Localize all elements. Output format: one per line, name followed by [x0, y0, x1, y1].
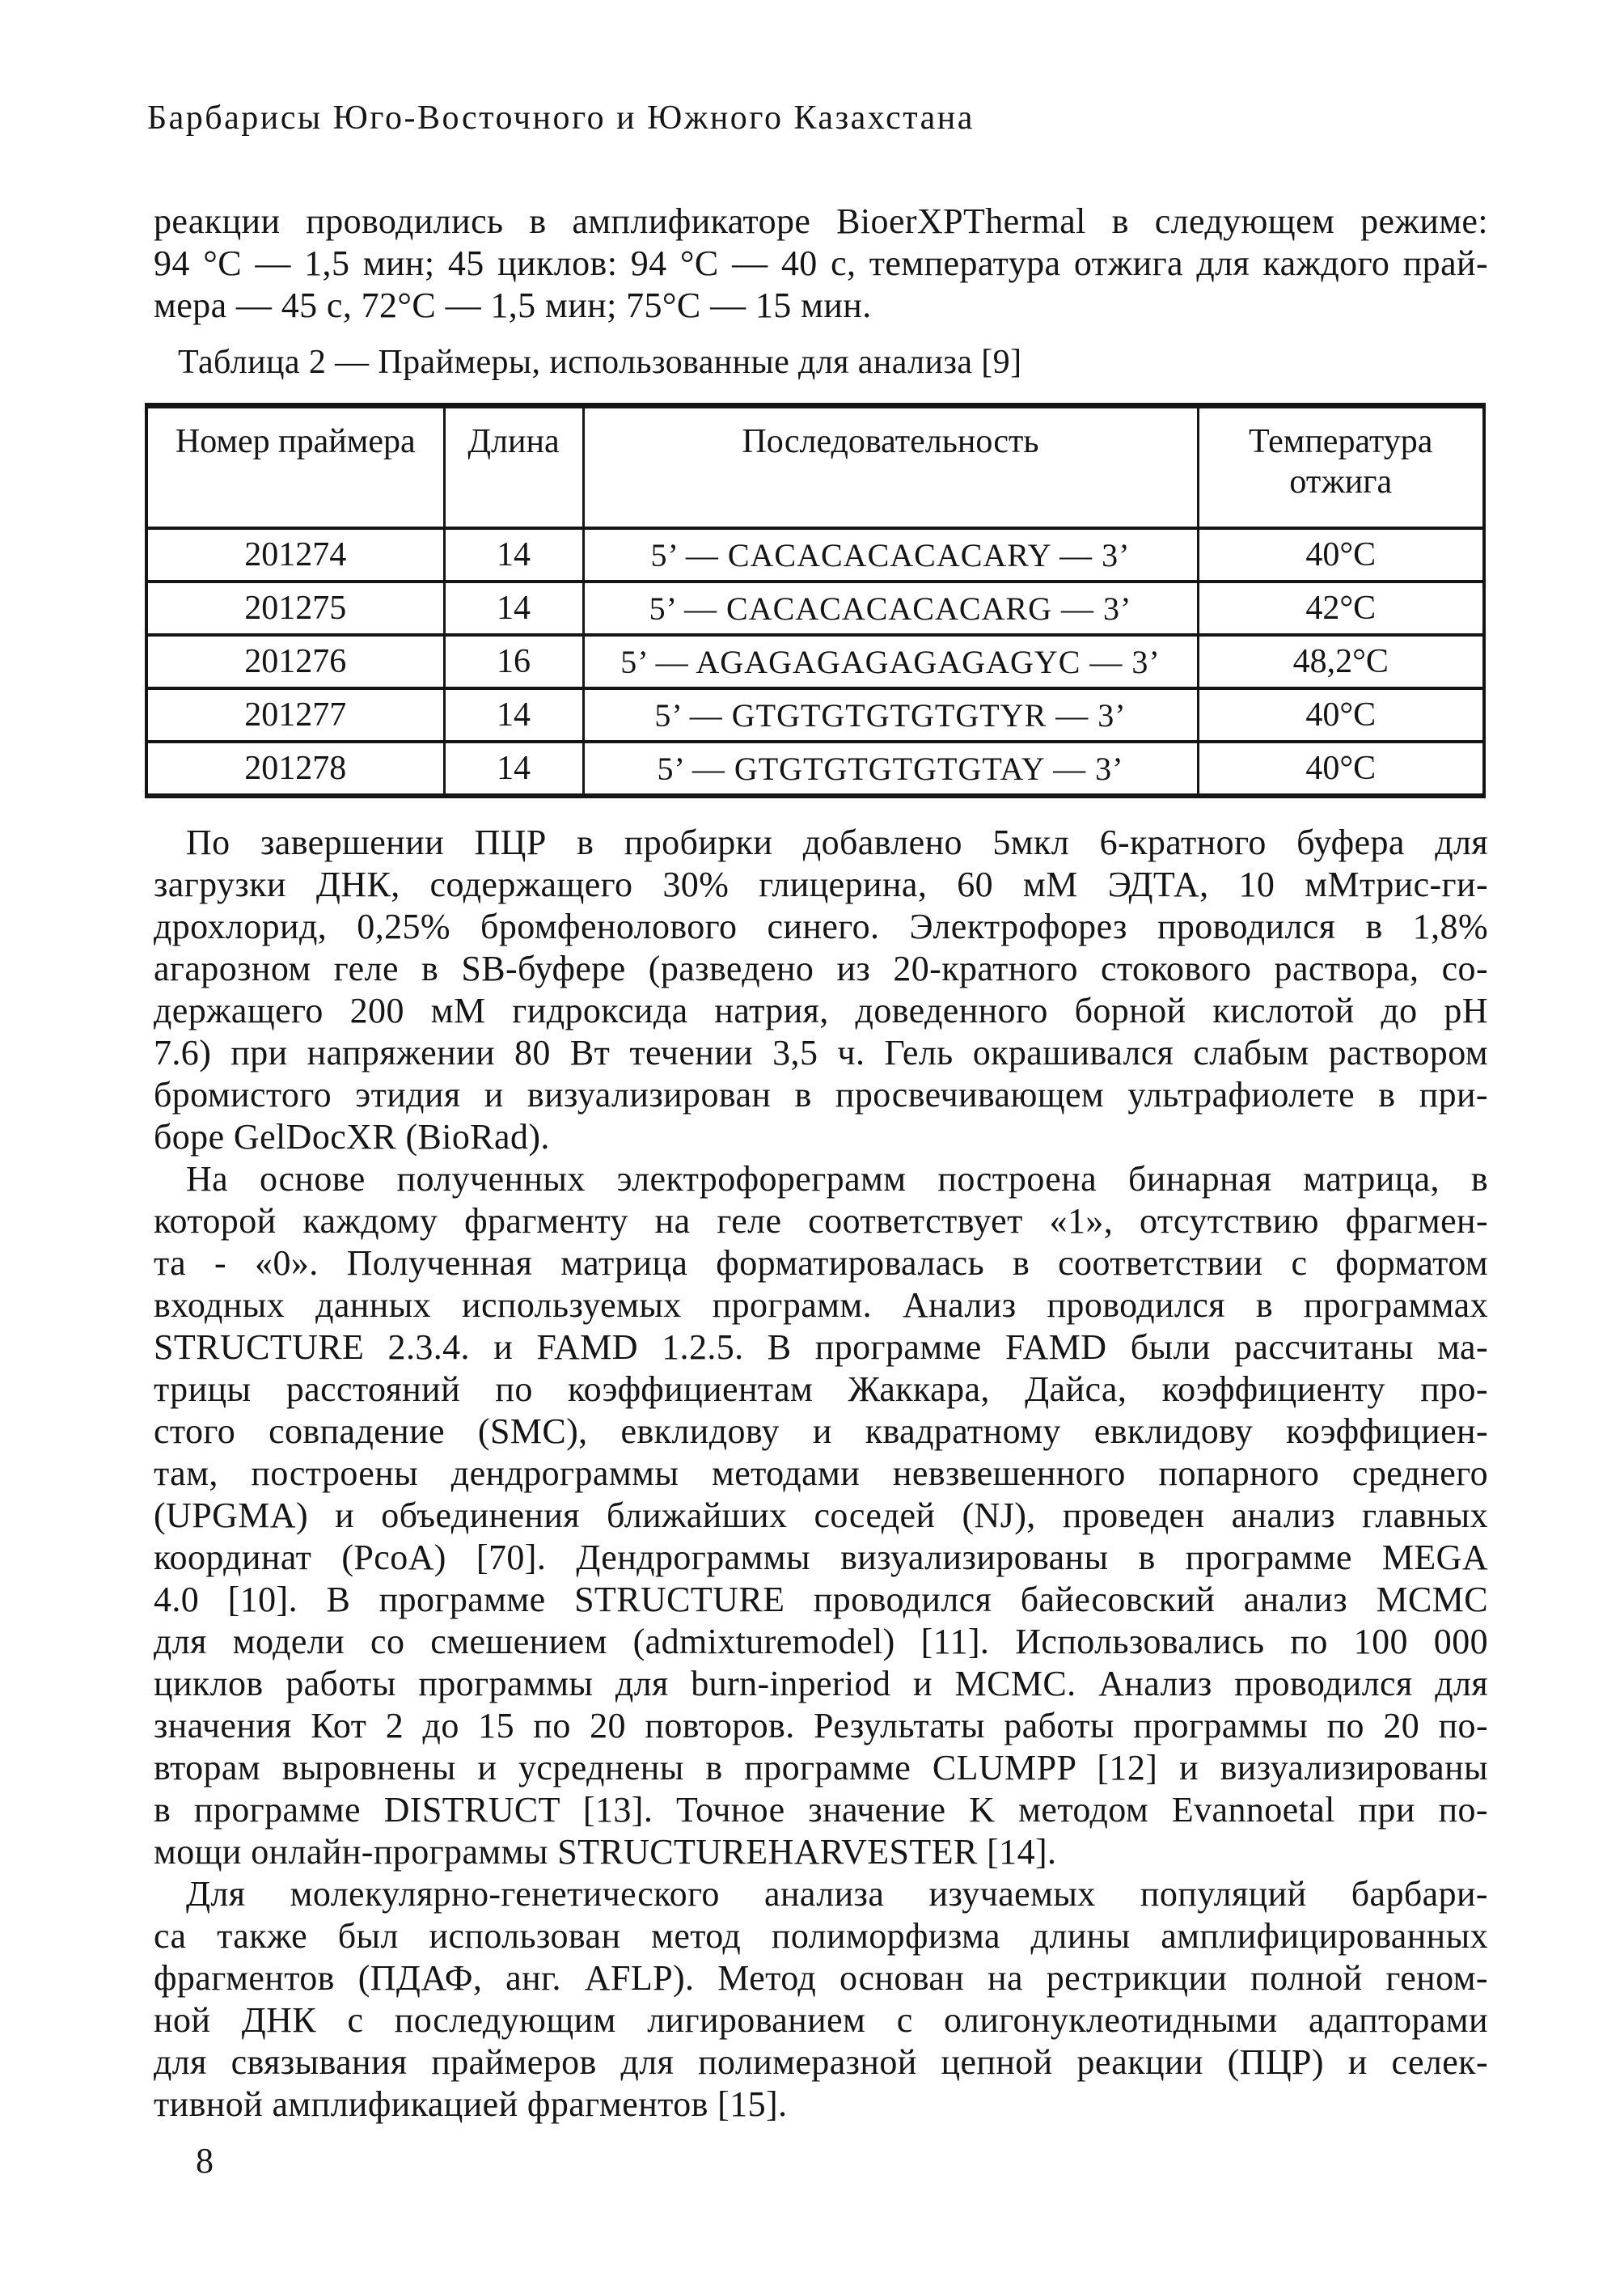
table-row — [146, 528, 1484, 582]
paragraph-line: бромистого этидия и визуализирован в просвечивающем ультрафиолете в при- — [154, 1075, 1488, 1115]
table-cell: 14 — [444, 582, 583, 635]
table-cell: 16 — [444, 635, 583, 688]
table-cell: 5’ — GTGTGTGTGTGTYR — 3’ — [583, 688, 1198, 742]
page-number: 8 — [196, 2141, 214, 2181]
paragraph-line: входных данных используемых программ. Анализ проводился в программах — [154, 1285, 1488, 1325]
paragraph-line: тивной амплификацией фрагментов [15]. — [154, 2084, 788, 2124]
paragraph-line: координат (PcoA) [70]. Дендрограммы визуализированы в программе MEGA — [154, 1538, 1488, 1577]
paragraph-line: Для молекулярно-генетического анализа изучаемых популяций барбари- — [186, 1874, 1488, 1914]
intro-paragraph — [154, 201, 1488, 327]
column-header: Длина — [444, 406, 583, 529]
table-header-row — [146, 406, 1484, 529]
paragraph-line: агарозном геле в SB-буфере (разведено из 20-кратного стокового раствора, со- — [154, 949, 1488, 988]
table-cell: 5’ — CACACACACACARG — 3’ — [583, 582, 1198, 635]
table-cell: 5’ — AGAGAGAGAGAGAGYC — 3’ — [583, 635, 1198, 688]
table-cell: 201276 — [146, 635, 444, 688]
primers-table-head — [146, 406, 1484, 529]
table-cell: 14 — [444, 742, 583, 796]
paragraph-line: (UPGMA) и объединения ближайших соседей (NJ), проведен анализ главных — [154, 1496, 1488, 1535]
paragraph-line: боре GelDocXR (BioRad). — [154, 1117, 550, 1157]
column-header: Последовательность — [583, 406, 1198, 529]
paragraph-line: 7.6) при напряжении 80 Вт течении 3,5 ч. Гель окрашивался слабым раствором — [154, 1033, 1488, 1072]
paragraph-line: циклов работы программы для burn-inperiod и MCMC. Анализ проводился для — [154, 1664, 1488, 1703]
table-row — [146, 582, 1484, 635]
paragraph-line: трицы расстояний по коэффициентам Жаккара, Дайса, коэффициенту про- — [154, 1369, 1488, 1409]
table-cell: 42°С — [1198, 582, 1484, 635]
paragraph-line: 4.0 [10]. В программе STRUCTURE проводился байесовский анализ MCMC — [154, 1580, 1488, 1619]
paragraph-line: STRUCTURE 2.3.4. и FAMD 1.2.5. В программе FAMD были рассчитаны ма- — [154, 1327, 1488, 1367]
column-header: Температура отжига — [1198, 406, 1484, 529]
paragraph-line: там, построены дендрограммы методами невзвешенного попарного среднего — [154, 1453, 1488, 1493]
primers-table-body — [146, 528, 1484, 796]
table-row — [146, 742, 1484, 796]
table-cell: 5’ — CACACACACACARY — 3’ — [583, 528, 1198, 582]
paragraph-line: мера — 45 с, 72°С — 1,5 мин; 75°С — 15 мин. — [154, 286, 872, 325]
primers-table — [145, 403, 1486, 798]
running-header: Барбарисы Юго-Восточного и Южного Казахстана — [147, 99, 975, 137]
paragraph-line: для связывания праймеров для полимеразной цепной реакции (ПЦР) и селек- — [154, 2042, 1488, 2082]
paragraph-line: фрагментов (ПДАФ, анг. AFLP). Метод основан на рестрикции полной геном- — [154, 1958, 1488, 1998]
paragraph-line: стого совпадение (SMC), евклидову и квадратному евклидову коэффициен- — [154, 1411, 1488, 1451]
paragraph-line: держащего 200 мМ гидроксида натрия, доведенного борной кислотой до pH — [154, 991, 1488, 1030]
table-cell: 14 — [444, 528, 583, 582]
paragraph-line: для модели со смешением (admixturemodel) [11]. Использовались по 100 000 — [154, 1622, 1488, 1661]
paragraph-line: вторам выровнены и усреднены в программе CLUMPP [12] и визуализированы — [154, 1748, 1488, 1787]
table-cell: 14 — [444, 688, 583, 742]
paragraph-line: реакции проводились в амплификаторе BioerXPThermal в следующем режиме: — [154, 201, 1488, 241]
table-cell: 5’ — GTGTGTGTGTGTAY — 3’ — [583, 742, 1198, 796]
paragraph-line: ной ДНК с последующим лигированием с олигонуклеотидными адапторами — [154, 2000, 1488, 2040]
table-row — [146, 635, 1484, 688]
paragraph-line: загрузки ДНК, содержащего 30% глицерина, 60 мМ ЭДТА, 10 мМтрис-ги- — [154, 865, 1488, 904]
paragraph-line: та - «0». Полученная матрица форматировалась в соответствии с форматом — [154, 1243, 1488, 1283]
table-caption: Таблица 2 — Праймеры, использованные для анализа [9] — [178, 344, 1022, 381]
paragraph-line: са также был использован метод полиморфизма длины амплифицированных — [154, 1916, 1488, 1956]
table-cell: 40°С — [1198, 742, 1484, 796]
table-cell: 201278 — [146, 742, 444, 796]
paragraph-line: значения Кот 2 до 15 по 20 повторов. Результаты работы программы по 20 по- — [154, 1706, 1488, 1745]
table-cell: 40°С — [1198, 528, 1484, 582]
paragraph-line: На основе полученных электрофореграмм построена бинарная матрица, в — [186, 1159, 1488, 1199]
body-paragraphs — [154, 822, 1488, 2126]
paragraph-line: 94 °С — 1,5 мин; 45 циклов: 94 °С — 40 с, температура отжига для каждого прай- — [154, 243, 1488, 283]
paragraph-line: в программе DISTRUCT [13]. Точное значение K методом Evannoetal при по- — [154, 1790, 1488, 1830]
table-cell: 201277 — [146, 688, 444, 742]
table-cell: 40°С — [1198, 688, 1484, 742]
paragraph-line: которой каждому фрагменту на геле соответствует «1», отсутствию фрагмен- — [154, 1201, 1488, 1241]
paragraph-line: дрохлорид, 0,25% бромфенолового синего. Электрофорез проводился в 1,8% — [154, 907, 1488, 946]
table-cell: 48,2°С — [1198, 635, 1484, 688]
column-header: Номер праймера — [146, 406, 444, 529]
paragraph-line: По завершении ПЦР в пробирки добавлено 5мкл 6-кратного буфера для — [186, 823, 1488, 862]
table-cell: 201275 — [146, 582, 444, 635]
paragraph-line: мощи онлайн-программы STRUCTUREHARVESTER [14]. — [154, 1832, 1057, 1872]
table-row — [146, 688, 1484, 742]
table-cell: 201274 — [146, 528, 444, 582]
